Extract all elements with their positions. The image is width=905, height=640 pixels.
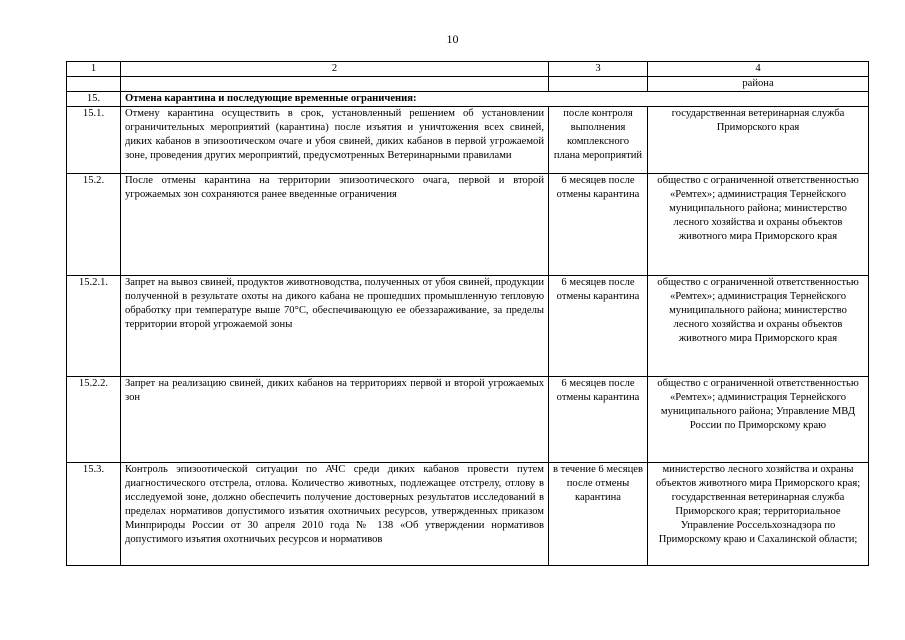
row-term: после контроля выполнения комплексного плана мероприятий xyxy=(549,106,648,173)
row-description: Контроль эпизоотической ситуации по АЧС среди диких кабанов провести путем диагностического отстрела, отлова. Количество животных, подлежащее отстрелу, отлову в исследуемой зоне, должно обеспечить получение достоверных результатов исследований в пределах нормативов допустимого изъятия охотничьих ресурсов, утвержденных приказом Минприроды России от 30 апреля 2010 года № 138 «Об утверждении нормативов допустимого изъятия охотничьих ресурсов и нормативов xyxy=(121,462,549,565)
row-description: После отмены карантина на территории эпизоотического очага, первой и второй угрожаемых зон сохраняются ранее введенные ограничения xyxy=(121,173,549,275)
row-description: Запрет на реализацию свиней, диких кабанов на территориях первой и второй угрожаемых зон xyxy=(121,376,549,462)
row-number: 15.2.1. xyxy=(67,275,121,376)
continuation-text: района xyxy=(648,76,869,91)
page-number: 10 xyxy=(446,32,459,46)
row-responsible: общество с ограниченной ответственностью «Ремтех»; администрация Тернейского муниципального района; министерство лесного хозяйства и охраны объектов животного мира Приморского края xyxy=(648,275,869,376)
empty-cell xyxy=(67,76,121,91)
measures-table xyxy=(66,61,869,566)
row-number: 15.2. xyxy=(67,173,121,275)
row-number: 15.1. xyxy=(67,106,121,173)
table-row xyxy=(67,462,869,565)
row-responsible: общество с ограниченной ответственностью «Ремтех»; администрация Тернейского муниципального района; министерство лесного хозяйства и охраны объектов животного мира Приморского края xyxy=(648,173,869,275)
row-term: в течение 6 месяцев после отмены карантина xyxy=(549,462,648,565)
empty-cell xyxy=(549,76,648,91)
table-row xyxy=(67,275,869,376)
row-responsible: общество с ограниченной ответственностью «Ремтех»; администрация Тернейского муниципального района; Управление МВД России по Приморскому краю xyxy=(648,376,869,462)
section-number: 15. xyxy=(67,91,121,106)
column-number: 4 xyxy=(648,62,869,77)
empty-cell xyxy=(121,76,549,91)
row-responsible: государственная ветеринарная служба Приморского края xyxy=(648,106,869,173)
table-row xyxy=(67,106,869,173)
row-description: Отмену карантина осуществить в срок, установленный решением об установлении ограничительных мероприятий (карантина) после изъятия и уничтожения всех свиней, диких кабанов в эпизоотическом очаге и убоя свиней, диких кабанов в первой угрожаемой зоне, проведения других мероприятий, предусмотренных Ветеринарными правилами xyxy=(121,106,549,173)
row-term: 6 месяцев после отмены карантина xyxy=(549,376,648,462)
row-number: 15.2.2. xyxy=(67,376,121,462)
row-term: 6 месяцев после отмены карантина xyxy=(549,275,648,376)
row-number: 15.3. xyxy=(67,462,121,565)
section-title: Отмена карантина и последующие временные ограничения: xyxy=(121,91,869,106)
section-row xyxy=(67,91,869,106)
table-row xyxy=(67,376,869,462)
column-number-row xyxy=(67,62,869,77)
row-responsible: министерство лесного хозяйства и охраны объектов животного мира Приморского края; государственная ветеринарная служба Приморского края; территориальное Управление Россельхознадзора по Приморскому краю и Сахалинской области; xyxy=(648,462,869,565)
continuation-row xyxy=(67,76,869,91)
table-row xyxy=(67,173,869,275)
column-number: 1 xyxy=(67,62,121,77)
column-number: 3 xyxy=(549,62,648,77)
row-description: Запрет на вывоз свиней, продуктов животноводства, полученных от убоя свиней, продукции полученной в результате охоты на дикого кабана не прошедших промышленную тепловую обработку при температуре выше 70°С, обеспечивающую ее обеззараживание, за пределы территории второй угрожаемой зоны xyxy=(121,275,549,376)
row-term: 6 месяцев после отмены карантина xyxy=(549,173,648,275)
column-number: 2 xyxy=(121,62,549,77)
